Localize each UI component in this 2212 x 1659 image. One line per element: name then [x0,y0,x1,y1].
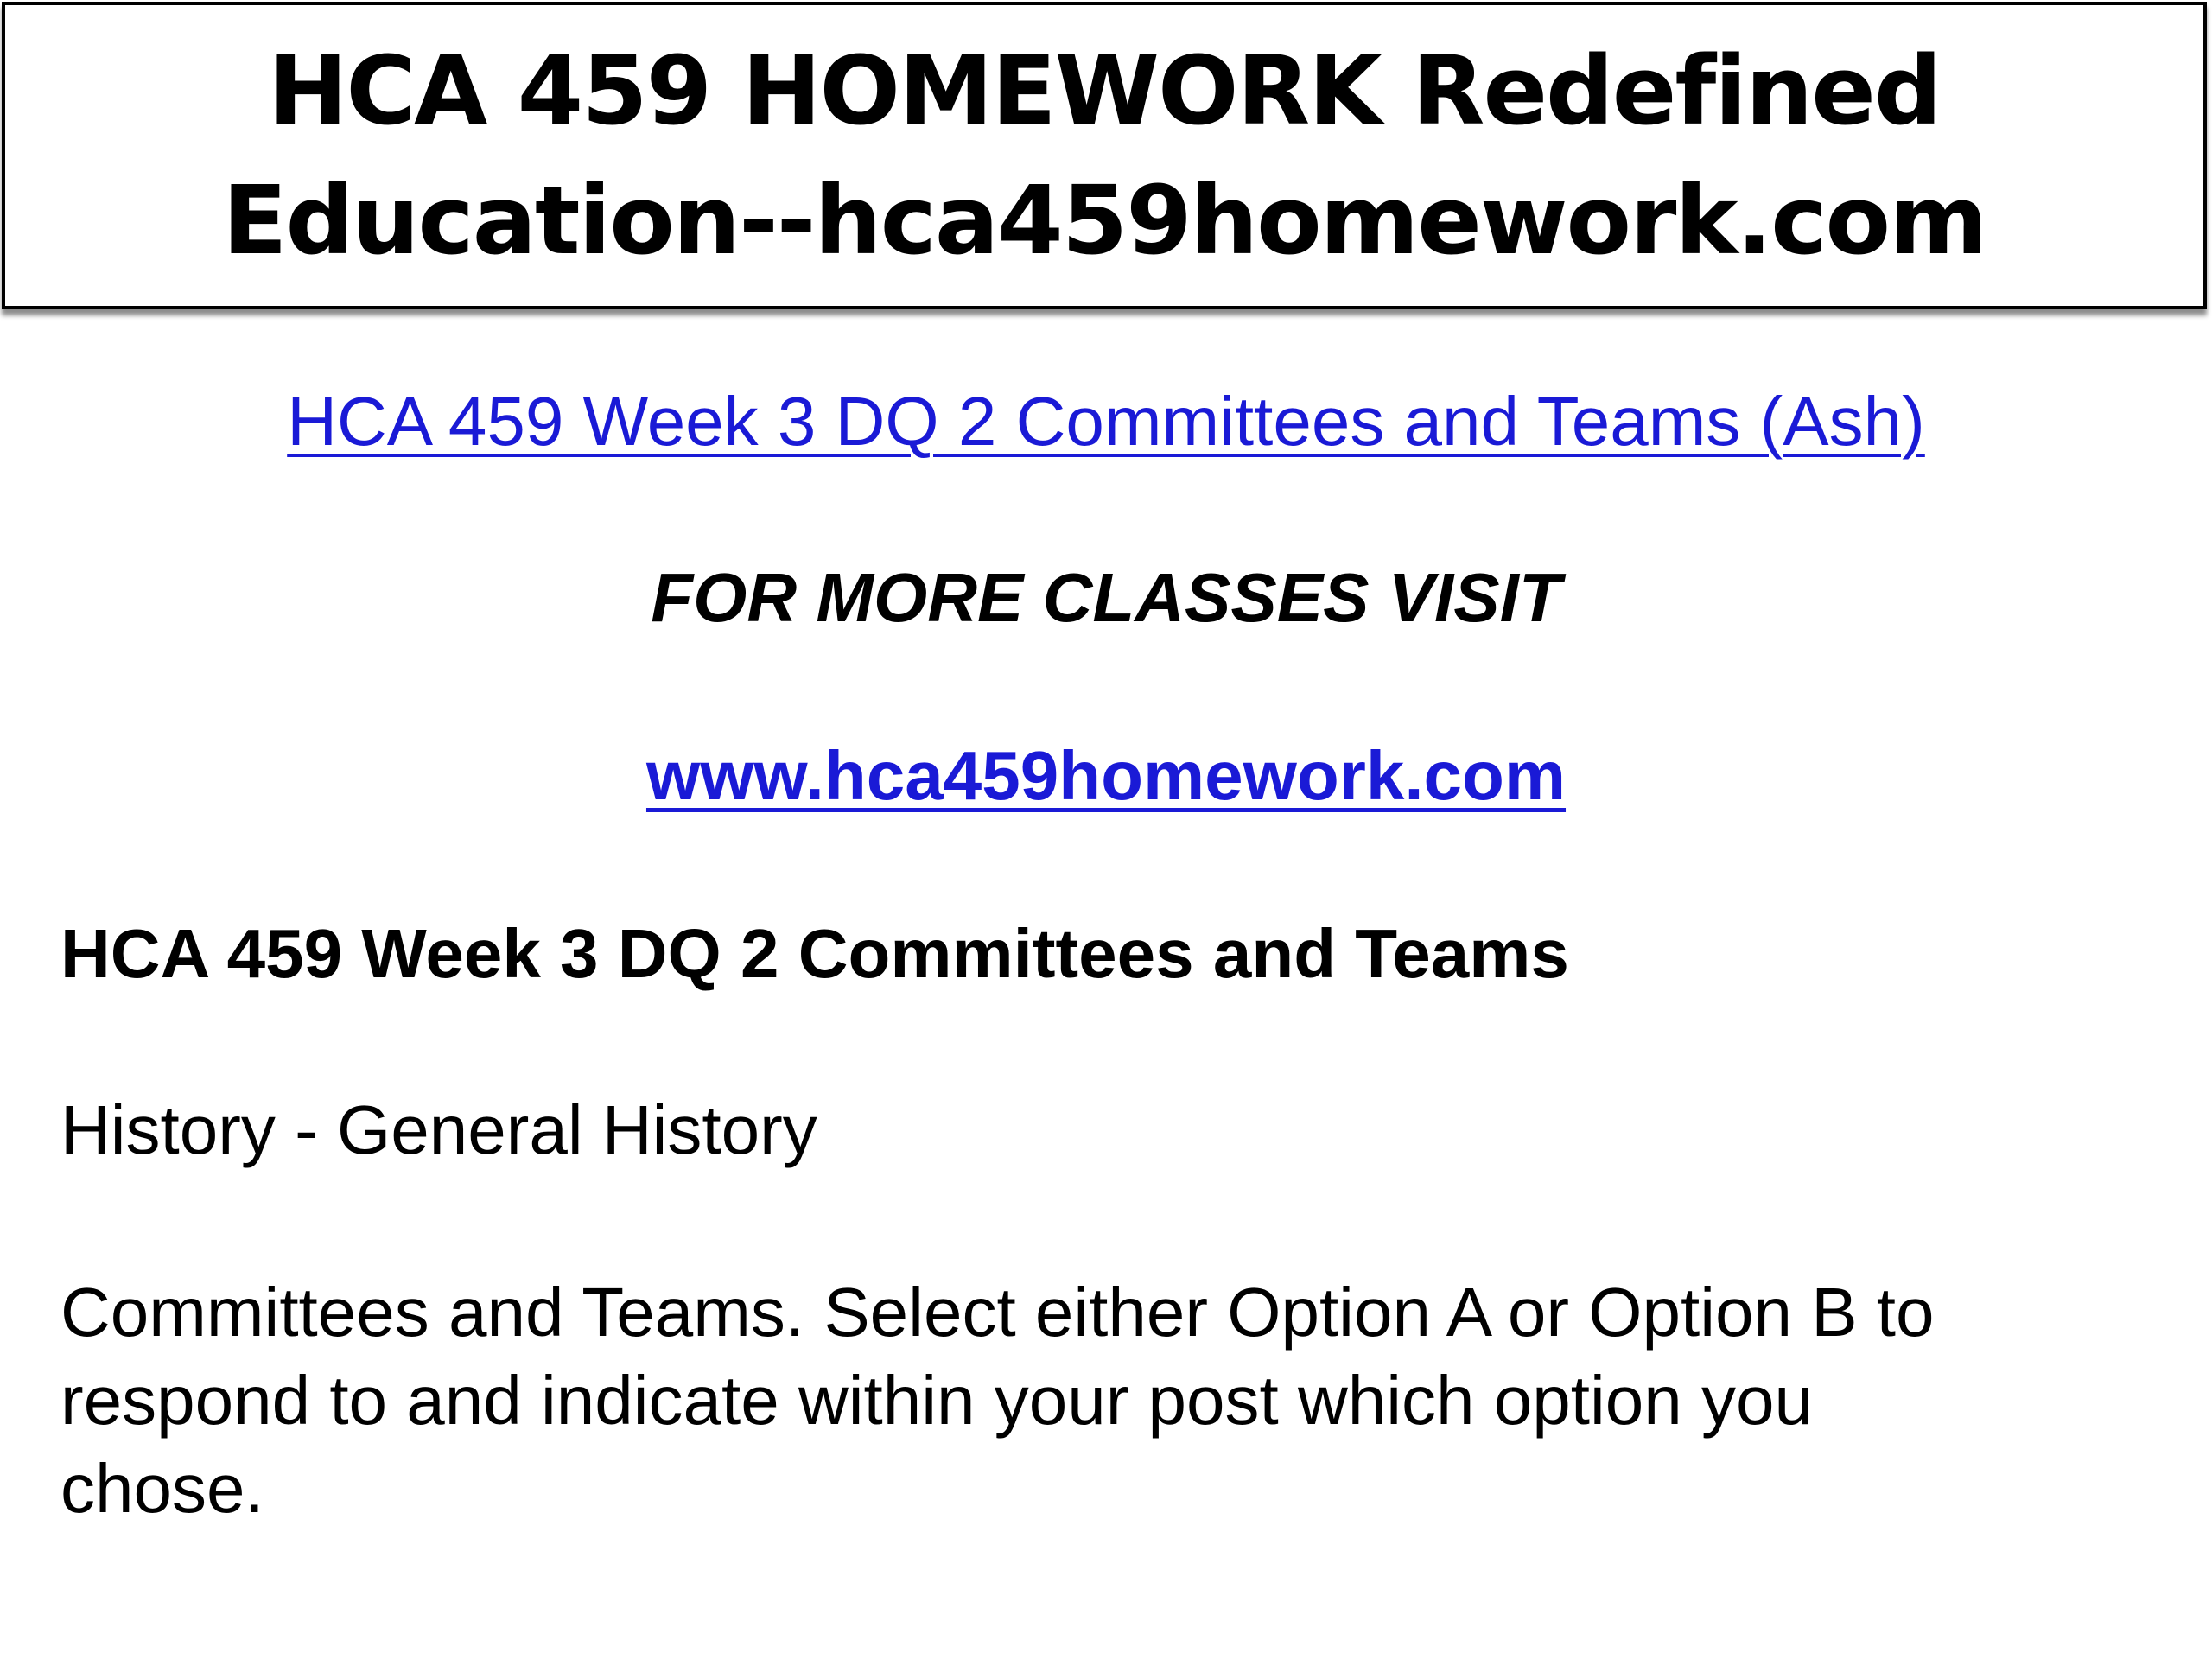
visit-text: FOR MORE CLASSES VISIT [651,559,1561,636]
title-line-2: Education--hca459homework.com [222,165,1986,276]
description-line-2: respond to and indicate within your post which option you [60,1362,1813,1439]
assignment-heading: HCA 459 Week 3 DQ 2 Committees and Teams [60,915,1569,992]
title-line-1: HCA 459 HOMEWORK Redefined [268,35,1941,146]
course-link[interactable]: HCA 459 Week 3 DQ 2 Committees and Teams (Ash) [287,383,1925,460]
description-line-3: chose. [60,1450,264,1527]
subject-text: History - General History [60,1091,817,1168]
description-line-1: Committees and Teams. Select either Option A or Option B to [60,1274,1935,1351]
site-link[interactable]: www.hca459homework.com [645,737,1567,814]
title-banner [2,2,2207,309]
assignment-description [60,1268,2169,1533]
